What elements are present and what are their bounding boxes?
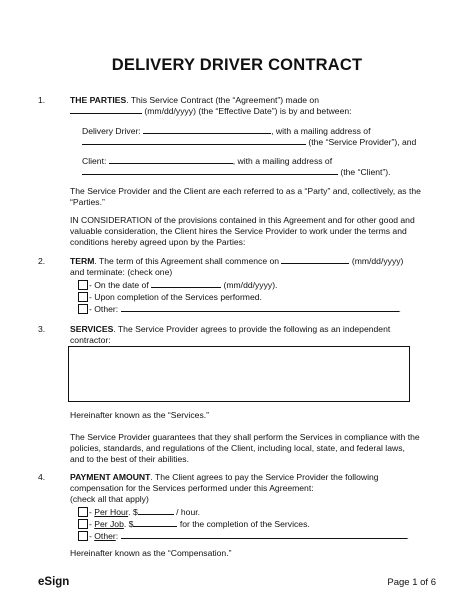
client-alias: (the “Client”). [338, 167, 391, 177]
payment-per-hour-currency: . $ [128, 507, 138, 517]
parties-number: 1. [38, 95, 46, 105]
payment-per-job-currency: . $ [123, 519, 134, 529]
parties-para-2-line-1: IN CONSIDERATION of the provisions contained in this Agreement and for other good and [70, 215, 415, 225]
services-line-2: contractor: [70, 335, 111, 345]
payment-per-hour-suffix: / hour. [173, 507, 201, 517]
parties-heading: THE PARTIES [70, 95, 127, 105]
payment-intro: . The Client agrees to pay the Service Provider the following [150, 472, 379, 482]
payment-other-colon: : [115, 531, 121, 541]
services-intro: . The Service Provider agrees to provide the following as an independent [113, 324, 391, 334]
payment-heading: PAYMENT AMOUNT [70, 472, 151, 482]
services-hereinafter: Hereinafter known as the “Services.” [70, 410, 209, 420]
services-para-line-3: and to the best of their abilities. [70, 454, 189, 464]
payment-other-label: Other [94, 531, 116, 541]
payment-other-checkbox[interactable] [78, 531, 88, 541]
parties-para-2-line-2: valuable consideration, the Client hires the Service Provider to work under the terms and [70, 226, 407, 236]
client-name-field[interactable] [109, 156, 233, 164]
term-start-date-field[interactable] [281, 256, 349, 264]
effective-date-field[interactable] [70, 106, 142, 114]
parties-intro: . This Service Contract (the “Agreement”) made on [126, 95, 319, 105]
services-para-line-2: policies, standards, and regulations of the Client, including local, state, and federal laws, [70, 443, 405, 453]
payment-per-job-checkbox[interactable] [78, 519, 88, 529]
esign-logo: eSign [38, 576, 70, 588]
payment-per-job-suffix: for the completion of the Services. [177, 519, 310, 529]
term-option-other-suffix: . [398, 304, 401, 314]
payment-per-hour-checkbox[interactable] [78, 507, 88, 517]
provider-alias: (the “Service Provider”), and [306, 137, 417, 147]
payment-per-hour-label: Per Hour [94, 507, 129, 517]
term-end-date-field[interactable] [151, 280, 221, 288]
payment-per-hour [89, 507, 200, 518]
term-other-field[interactable] [121, 304, 399, 312]
payment-line-1 [70, 472, 379, 483]
services-heading: SERVICES [70, 324, 114, 334]
client-address-label: , with a mailing address of [232, 156, 333, 166]
parties-para-2-line-3: conditions hereby agreed upon by the Parties: [70, 237, 246, 247]
services-description-box[interactable] [68, 346, 410, 402]
services-number: 3. [38, 324, 46, 334]
parties-para-1-line-2: “Parties.” [70, 197, 105, 207]
payment-hereinafter: Hereinafter known as the “Compensation.” [70, 548, 232, 558]
driver-name-field[interactable] [143, 126, 271, 134]
term-start-date-suffix: (mm/dd/yyyy) [349, 256, 404, 266]
payment-per-job-dash: - [89, 519, 95, 529]
term-option-date-suffix: (mm/dd/yyyy). [221, 280, 278, 290]
payment-per-job-label: Per Job [94, 519, 124, 529]
page-number: Page 1 of 6 [387, 577, 436, 588]
payment-per-job [89, 519, 310, 530]
payment-other-field[interactable] [121, 531, 407, 539]
hourly-rate-field[interactable] [138, 507, 174, 515]
driver-address-label: , with a mailing address of [271, 126, 371, 136]
payment-number: 4. [38, 472, 46, 482]
payment-line-2: compensation for the Services performed under this Agreement: [70, 483, 314, 493]
term-intro: . The term of this Agreement shall commence on [94, 256, 282, 266]
payment-line-3: (check all that apply) [70, 494, 149, 504]
payment-other-dash: - [89, 531, 95, 541]
client-address-field[interactable] [82, 167, 338, 175]
services-para-line-1: The Service Provider guarantees that they shall perform the Services in compliance with the [70, 432, 420, 442]
term-number: 2. [38, 256, 46, 266]
term-option-date-checkbox[interactable] [78, 280, 88, 290]
term-heading: TERM [70, 256, 95, 266]
term-option-other [89, 304, 401, 315]
job-rate-field[interactable] [133, 519, 177, 527]
term-option-date [89, 280, 277, 291]
term-option-other-label: - Other: [89, 304, 121, 314]
effective-date-suffix: (mm/dd/yyyy) (the “Effective Date”) is by and between: [142, 106, 352, 116]
term-option-completion-checkbox[interactable] [78, 292, 88, 302]
client-label: Client: [82, 156, 109, 166]
driver-label: Delivery Driver: [82, 126, 144, 136]
term-option-date-label: - On the date of [89, 280, 152, 290]
parties-line-2 [70, 106, 352, 117]
payment-other-suffix: . [406, 531, 409, 541]
payment-other [89, 531, 409, 542]
parties-line-1 [70, 95, 319, 106]
client-address-line [82, 167, 391, 178]
document-title: DELIVERY DRIVER CONTRACT [111, 56, 363, 74]
payment-per-hour-dash: - [89, 507, 95, 517]
driver-address-field[interactable] [82, 137, 306, 145]
driver-line [82, 126, 370, 137]
term-option-other-checkbox[interactable] [78, 304, 88, 314]
driver-address-line [82, 137, 416, 148]
term-line-1 [70, 256, 403, 267]
parties-para-1-line-1: The Service Provider and the Client are each referred to as a “Party” and, collectively, as the [70, 186, 421, 196]
services-line-1 [70, 324, 390, 335]
client-line [82, 156, 332, 167]
term-line-2: and terminate: (check one) [70, 267, 173, 277]
term-option-completion-label: - Upon completion of the Services performed. [89, 292, 262, 302]
